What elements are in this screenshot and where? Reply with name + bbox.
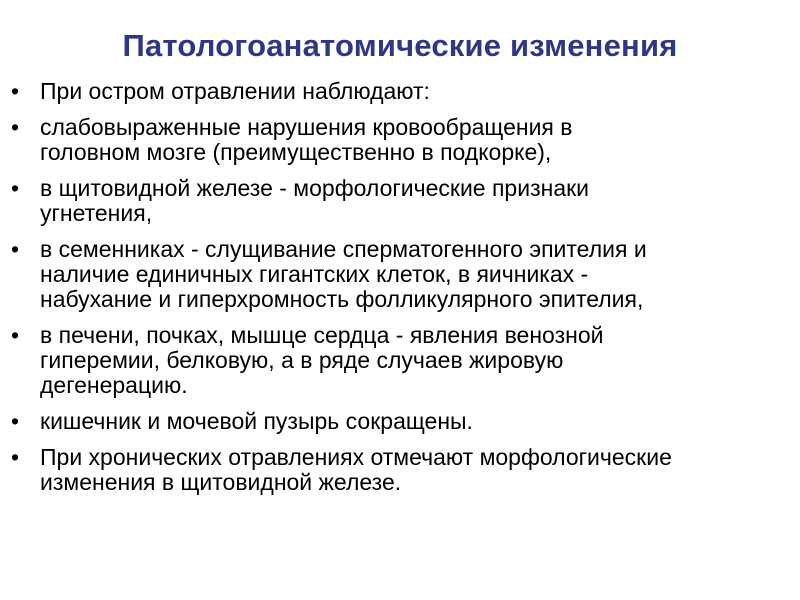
bullet-icon: • bbox=[10, 322, 20, 348]
list-item bbox=[0, 323, 800, 398]
bullet-text: кишечник и мочевой пузырь сокращены. bbox=[40, 408, 473, 434]
bullet-text: в семенниках - слущивание сперматогенного эпителия и наличие единичных гигантских клеток, в яичниках - набухание и гиперхромность фолликулярного эпителия, bbox=[40, 236, 647, 312]
bullet-icon: • bbox=[10, 236, 20, 262]
bullet-text: При хронических отравлениях отмечают морфологические изменения в щитовидной железе. bbox=[40, 444, 672, 495]
bullet-icon: • bbox=[10, 114, 20, 140]
list-item bbox=[0, 445, 800, 495]
list-item bbox=[0, 115, 800, 165]
bullet-text: в щитовидной железе - морфологические признаки угнетения, bbox=[40, 175, 590, 226]
bullet-text: слабовыраженные нарушения кровообращения в головном мозге (преимущественно в подкорке), bbox=[40, 114, 573, 165]
list-item bbox=[0, 237, 800, 312]
list-item bbox=[0, 79, 800, 104]
bullet-icon: • bbox=[10, 175, 20, 201]
bullet-icon: • bbox=[10, 444, 20, 470]
bullet-text: в печени, почках, мышце сердца - явления венозной гиперемии, белковую, а в ряде случаев жировую дегенерацию. bbox=[40, 322, 604, 398]
bullet-list bbox=[0, 79, 800, 506]
bullet-text: При остром отравлении наблюдают: bbox=[40, 78, 430, 104]
slide-title: Патологоанатомические изменения bbox=[122, 28, 678, 63]
list-item bbox=[0, 409, 800, 434]
list-item bbox=[0, 176, 800, 226]
bullet-icon: • bbox=[10, 78, 20, 104]
bullet-icon: • bbox=[10, 408, 20, 434]
